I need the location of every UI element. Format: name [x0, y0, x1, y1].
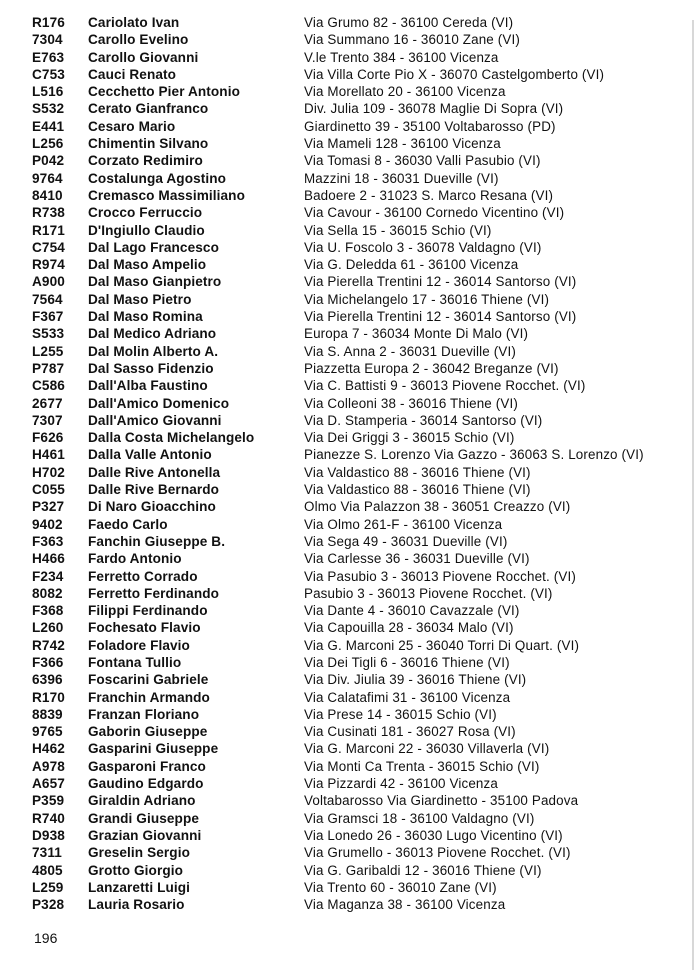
member-name: Dal Sasso Fidenzio [88, 360, 214, 376]
member-code: 8410 [32, 187, 63, 203]
member-address: Div. Julia 109 - 36078 Maglie Di Sopra (VI) [304, 101, 564, 117]
member-address: Via Pasubio 3 - 36013 Piovene Rocchet. (VI) [304, 568, 576, 584]
directory-entry [0, 844, 700, 861]
member-address: Via Sella 15 - 36015 Schio (VI) [304, 222, 492, 238]
member-code: S532 [32, 101, 65, 117]
member-name: Fanchin Giuseppe B. [88, 533, 226, 549]
member-address: Via Mameli 128 - 36100 Vicenza [304, 136, 501, 152]
member-code: D938 [32, 827, 65, 843]
member-address: Via S. Anna 2 - 36031 Dueville (VI) [304, 343, 516, 359]
member-address: Via Valdastico 88 - 36016 Thiene (VI) [304, 464, 531, 480]
member-name: Cerato Gianfranco [88, 101, 209, 117]
member-address: Via G. Marconi 25 - 36040 Torri Di Quart. (VI) [304, 637, 580, 653]
member-name: Dalle Rive Bernardo [88, 482, 220, 498]
member-code: R742 [32, 637, 65, 653]
member-address: Via Prese 14 - 36015 Schio (VI) [304, 706, 497, 722]
member-address: Via Grumello - 36013 Piovene Rocchet. (VI) [304, 845, 571, 861]
member-code: P328 [32, 897, 65, 913]
member-name: Carollo Evelino [88, 32, 189, 48]
member-address: Via G. Marconi 22 - 36030 Villaverla (VI) [304, 741, 550, 757]
member-address: Via Pierella Trentini 12 - 36014 Santorso (VI) [304, 309, 577, 325]
page-number: 196 [34, 930, 58, 946]
directory-entry [0, 740, 700, 757]
member-directory-list [0, 14, 700, 913]
member-address: Via Capouilla 28 - 36034 Malo (VI) [304, 620, 514, 636]
member-name: Ferretto Corrado [88, 568, 198, 584]
member-name: Fontana Tullio [88, 654, 182, 670]
member-name: Chimentin Silvano [88, 136, 209, 152]
member-address: Via Cusinati 181 - 36027 Rosa (VI) [304, 724, 516, 740]
member-name: Fochesato Flavio [88, 620, 201, 636]
member-code: F363 [32, 533, 64, 549]
member-name: Franchin Armando [88, 689, 210, 705]
member-address: Piazzetta Europa 2 - 36042 Breganze (VI) [304, 360, 559, 376]
member-name: Dall'Amico Giovanni [88, 412, 222, 428]
member-name: Foladore Flavio [88, 637, 190, 653]
member-code: R171 [32, 222, 65, 238]
member-name: Grandi Giuseppe [88, 810, 200, 826]
member-address: Via Sega 49 - 36031 Dueville (VI) [304, 533, 508, 549]
member-name: Dall'Amico Domenico [88, 395, 230, 411]
member-code: R740 [32, 810, 65, 826]
member-name: Dal Maso Romina [88, 309, 203, 325]
member-code: A978 [32, 758, 65, 774]
directory-entry [0, 896, 700, 913]
member-address: Via Div. Jiulia 39 - 36016 Thiene (VI) [304, 672, 527, 688]
member-name: Dal Maso Ampelio [88, 257, 207, 273]
member-code: 6396 [32, 672, 63, 688]
member-code: C753 [32, 66, 65, 82]
directory-entry [0, 827, 700, 844]
directory-entry [0, 602, 700, 619]
member-name: Dall'Alba Faustino [88, 378, 208, 394]
directory-entry [0, 187, 700, 204]
member-code: H461 [32, 447, 65, 463]
member-name: Ferretto Ferdinando [88, 585, 220, 601]
member-code: F366 [32, 654, 64, 670]
member-name: Dal Maso Pietro [88, 291, 192, 307]
member-name: Gasparoni Franco [88, 758, 206, 774]
directory-entry [0, 429, 700, 446]
member-name: Faedo Carlo [88, 516, 168, 532]
directory-entry [0, 308, 700, 325]
directory-entry [0, 758, 700, 775]
directory-entry [0, 810, 700, 827]
directory-entry [0, 775, 700, 792]
directory-entry [0, 671, 700, 688]
member-code: 9402 [32, 516, 63, 532]
member-address: V.le Trento 384 - 36100 Vicenza [304, 49, 499, 65]
directory-entry [0, 204, 700, 221]
member-address: Via Grumo 82 - 36100 Cereda (VI) [304, 15, 514, 30]
directory-entry [0, 377, 700, 394]
member-address: Via Cavour - 36100 Cornedo Vicentino (VI) [304, 205, 565, 221]
member-address: Badoere 2 - 31023 S. Marco Resana (VI) [304, 187, 554, 203]
member-code: F367 [32, 309, 64, 325]
member-name: Gasparini Giuseppe [88, 741, 219, 757]
member-address: Voltabarosso Via Giardinetto - 35100 Padova [304, 793, 579, 809]
member-code: A657 [32, 776, 65, 792]
member-code: E763 [32, 49, 65, 65]
directory-entry [0, 291, 700, 308]
member-code: F626 [32, 430, 64, 446]
member-name: Dalle Rive Antonella [88, 464, 221, 480]
member-code: 7311 [32, 845, 62, 861]
member-code: P787 [32, 360, 65, 376]
directory-entry [0, 550, 700, 567]
member-name: Gaborin Giuseppe [88, 724, 208, 740]
member-code: F234 [32, 568, 64, 584]
member-code: F368 [32, 603, 64, 619]
member-address: Mazzini 18 - 36031 Dueville (VI) [304, 170, 499, 186]
directory-entry [0, 135, 700, 152]
member-address: Via Michelangelo 17 - 36016 Thiene (VI) [304, 291, 550, 307]
directory-entry [0, 481, 700, 498]
directory-entry [0, 31, 700, 48]
member-name: Lauria Rosario [88, 897, 185, 913]
member-name: Cecchetto Pier Antonio [88, 84, 240, 100]
member-name: Franzan Floriano [88, 706, 200, 722]
member-code: L256 [32, 136, 64, 152]
directory-entry [0, 325, 700, 342]
directory-entry [0, 152, 700, 169]
directory-entry [0, 273, 700, 290]
directory-entry [0, 637, 700, 654]
member-code: L259 [32, 879, 64, 895]
member-name: D'Ingiullo Claudio [88, 222, 205, 238]
member-name: Costalunga Agostino [88, 170, 227, 186]
directory-entry [0, 619, 700, 636]
member-address: Via Colleoni 38 - 36016 Thiene (VI) [304, 395, 518, 411]
member-address: Via Olmo 261-F - 36100 Vicenza [304, 516, 503, 532]
member-name: Dalla Valle Antonio [88, 447, 212, 463]
member-code: P042 [32, 153, 65, 169]
directory-entry [0, 654, 700, 671]
member-name: Di Naro Gioacchino [88, 499, 216, 515]
member-code: 2677 [32, 395, 63, 411]
member-address: Via Pizzardi 42 - 36100 Vicenza [304, 776, 498, 792]
member-code: P359 [32, 793, 65, 809]
directory-entry [0, 516, 700, 533]
member-code: C754 [32, 239, 65, 255]
directory-entry [0, 464, 700, 481]
member-address: Via Carlesse 36 - 36031 Dueville (VI) [304, 551, 530, 567]
member-code: R176 [32, 15, 65, 30]
member-name: Crocco Ferruccio [88, 205, 203, 221]
member-address: Pasubio 3 - 36013 Piovene Rocchet. (VI) [304, 585, 553, 601]
member-address: Via U. Foscolo 3 - 36078 Valdagno (VI) [304, 239, 542, 255]
member-code: 9765 [32, 724, 63, 740]
member-name: Cesaro Mario [88, 118, 176, 134]
directory-entry [0, 498, 700, 515]
member-name: Corzato Redimiro [88, 153, 203, 169]
member-code: 7564 [32, 291, 63, 307]
member-address: Via Morellato 20 - 36100 Vicenza [304, 84, 506, 100]
directory-entry [0, 862, 700, 879]
member-code: 7304 [32, 32, 63, 48]
directory-entry [0, 533, 700, 550]
member-code: H466 [32, 551, 65, 567]
member-address: Via G. Deledda 61 - 36100 Vicenza [304, 257, 519, 273]
member-name: Cauci Renato [88, 66, 177, 82]
member-address: Pianezze S. Lorenzo Via Gazzo - 36063 S. Lorenzo (VI) [304, 447, 644, 463]
member-address: Via Monti Ca Trenta - 36015 Schio (VI) [304, 758, 540, 774]
member-name: Foscarini Gabriele [88, 672, 209, 688]
directory-entry [0, 585, 700, 602]
member-name: Dal Medico Adriano [88, 326, 217, 342]
member-name: Cariolato Ivan [88, 15, 180, 30]
member-address: Via Dante 4 - 36010 Cavazzale (VI) [304, 603, 520, 619]
member-name: Dal Lago Francesco [88, 239, 219, 255]
directory-entry [0, 568, 700, 585]
member-name: Grazian Giovanni [88, 827, 202, 843]
member-name: Gaudino Edgardo [88, 776, 204, 792]
member-name: Grotto Giorgio [88, 862, 184, 878]
member-address: Via Tomasi 8 - 36030 Valli Pasubio (VI) [304, 153, 541, 169]
member-address: Via Dei Griggi 3 - 36015 Schio (VI) [304, 430, 515, 446]
member-address: Via Pierella Trentini 12 - 36014 Santorso (VI) [304, 274, 577, 290]
member-name: Giraldin Adriano [88, 793, 196, 809]
member-code: R170 [32, 689, 65, 705]
member-address: Giardinetto 39 - 35100 Voltabarosso (PD) [304, 118, 556, 134]
member-name: Dal Maso Gianpietro [88, 274, 222, 290]
member-address: Via Villa Corte Pio X - 36070 Castelgomberto (VI) [304, 66, 605, 82]
directory-entry [0, 100, 700, 117]
member-name: Dalla Costa Michelangelo [88, 430, 255, 446]
member-name: Lanzaretti Luigi [88, 879, 191, 895]
directory-entry [0, 343, 700, 360]
member-name: Greselin Sergio [88, 845, 190, 861]
member-code: A900 [32, 274, 65, 290]
member-address: Via D. Stamperia - 36014 Santorso (VI) [304, 412, 543, 428]
member-code: P327 [32, 499, 65, 515]
member-code: 8839 [32, 706, 63, 722]
directory-entry [0, 83, 700, 100]
directory-entry [0, 360, 700, 377]
directory-entry [0, 723, 700, 740]
directory-entry [0, 49, 700, 66]
directory-entry [0, 706, 700, 723]
member-code: H702 [32, 464, 65, 480]
member-code: 4805 [32, 862, 63, 878]
member-address: Via Calatafimi 31 - 36100 Vicenza [304, 689, 511, 705]
member-name: Filippi Ferdinando [88, 603, 208, 619]
directory-entry [0, 412, 700, 429]
member-address: Via Maganza 38 - 36100 Vicenza [304, 897, 506, 913]
member-address: Via Dei Tigli 6 - 36016 Thiene (VI) [304, 654, 510, 670]
member-address: Europa 7 - 36034 Monte Di Malo (VI) [304, 326, 529, 342]
member-code: 7307 [32, 412, 63, 428]
page-edge-shadow [692, 20, 694, 970]
directory-entry [0, 395, 700, 412]
member-address: Via Gramsci 18 - 36100 Valdagno (VI) [304, 810, 535, 826]
member-name: Carollo Giovanni [88, 49, 199, 65]
directory-entry [0, 66, 700, 83]
member-code: C586 [32, 378, 65, 394]
member-name: Dal Molin Alberto A. [88, 343, 219, 359]
member-code: C055 [32, 482, 65, 498]
member-code: L516 [32, 84, 64, 100]
member-address: Via Trento 60 - 36010 Zane (VI) [304, 879, 497, 895]
member-address: Via Valdastico 88 - 36016 Thiene (VI) [304, 482, 531, 498]
directory-entry [0, 118, 700, 135]
member-code: H462 [32, 741, 65, 757]
member-code: E441 [32, 118, 65, 134]
directory-entry [0, 879, 700, 896]
member-code: 9764 [32, 170, 63, 186]
directory-entry [0, 222, 700, 239]
member-address: Via Summano 16 - 36010 Zane (VI) [304, 32, 520, 48]
member-name: Cremasco Massimiliano [88, 187, 245, 203]
member-code: R974 [32, 257, 65, 273]
member-code: L260 [32, 620, 64, 636]
member-code: S533 [32, 326, 65, 342]
directory-entry [0, 446, 700, 463]
member-name: Fardo Antonio [88, 551, 182, 567]
directory-entry [0, 170, 700, 187]
directory-entry [0, 239, 700, 256]
member-address: Via G. Garibaldi 12 - 36016 Thiene (VI) [304, 862, 542, 878]
member-address: Olmo Via Palazzon 38 - 36051 Creazzo (VI) [304, 499, 571, 515]
member-code: R738 [32, 205, 65, 221]
directory-entry [0, 689, 700, 706]
member-code: 8082 [32, 585, 63, 601]
directory-entry [0, 792, 700, 809]
member-address: Via Lonedo 26 - 36030 Lugo Vicentino (VI) [304, 827, 563, 843]
member-address: Via C. Battisti 9 - 36013 Piovene Rocchet. (VI) [304, 378, 586, 394]
directory-entry [0, 14, 700, 31]
member-code: L255 [32, 343, 64, 359]
directory-entry [0, 256, 700, 273]
